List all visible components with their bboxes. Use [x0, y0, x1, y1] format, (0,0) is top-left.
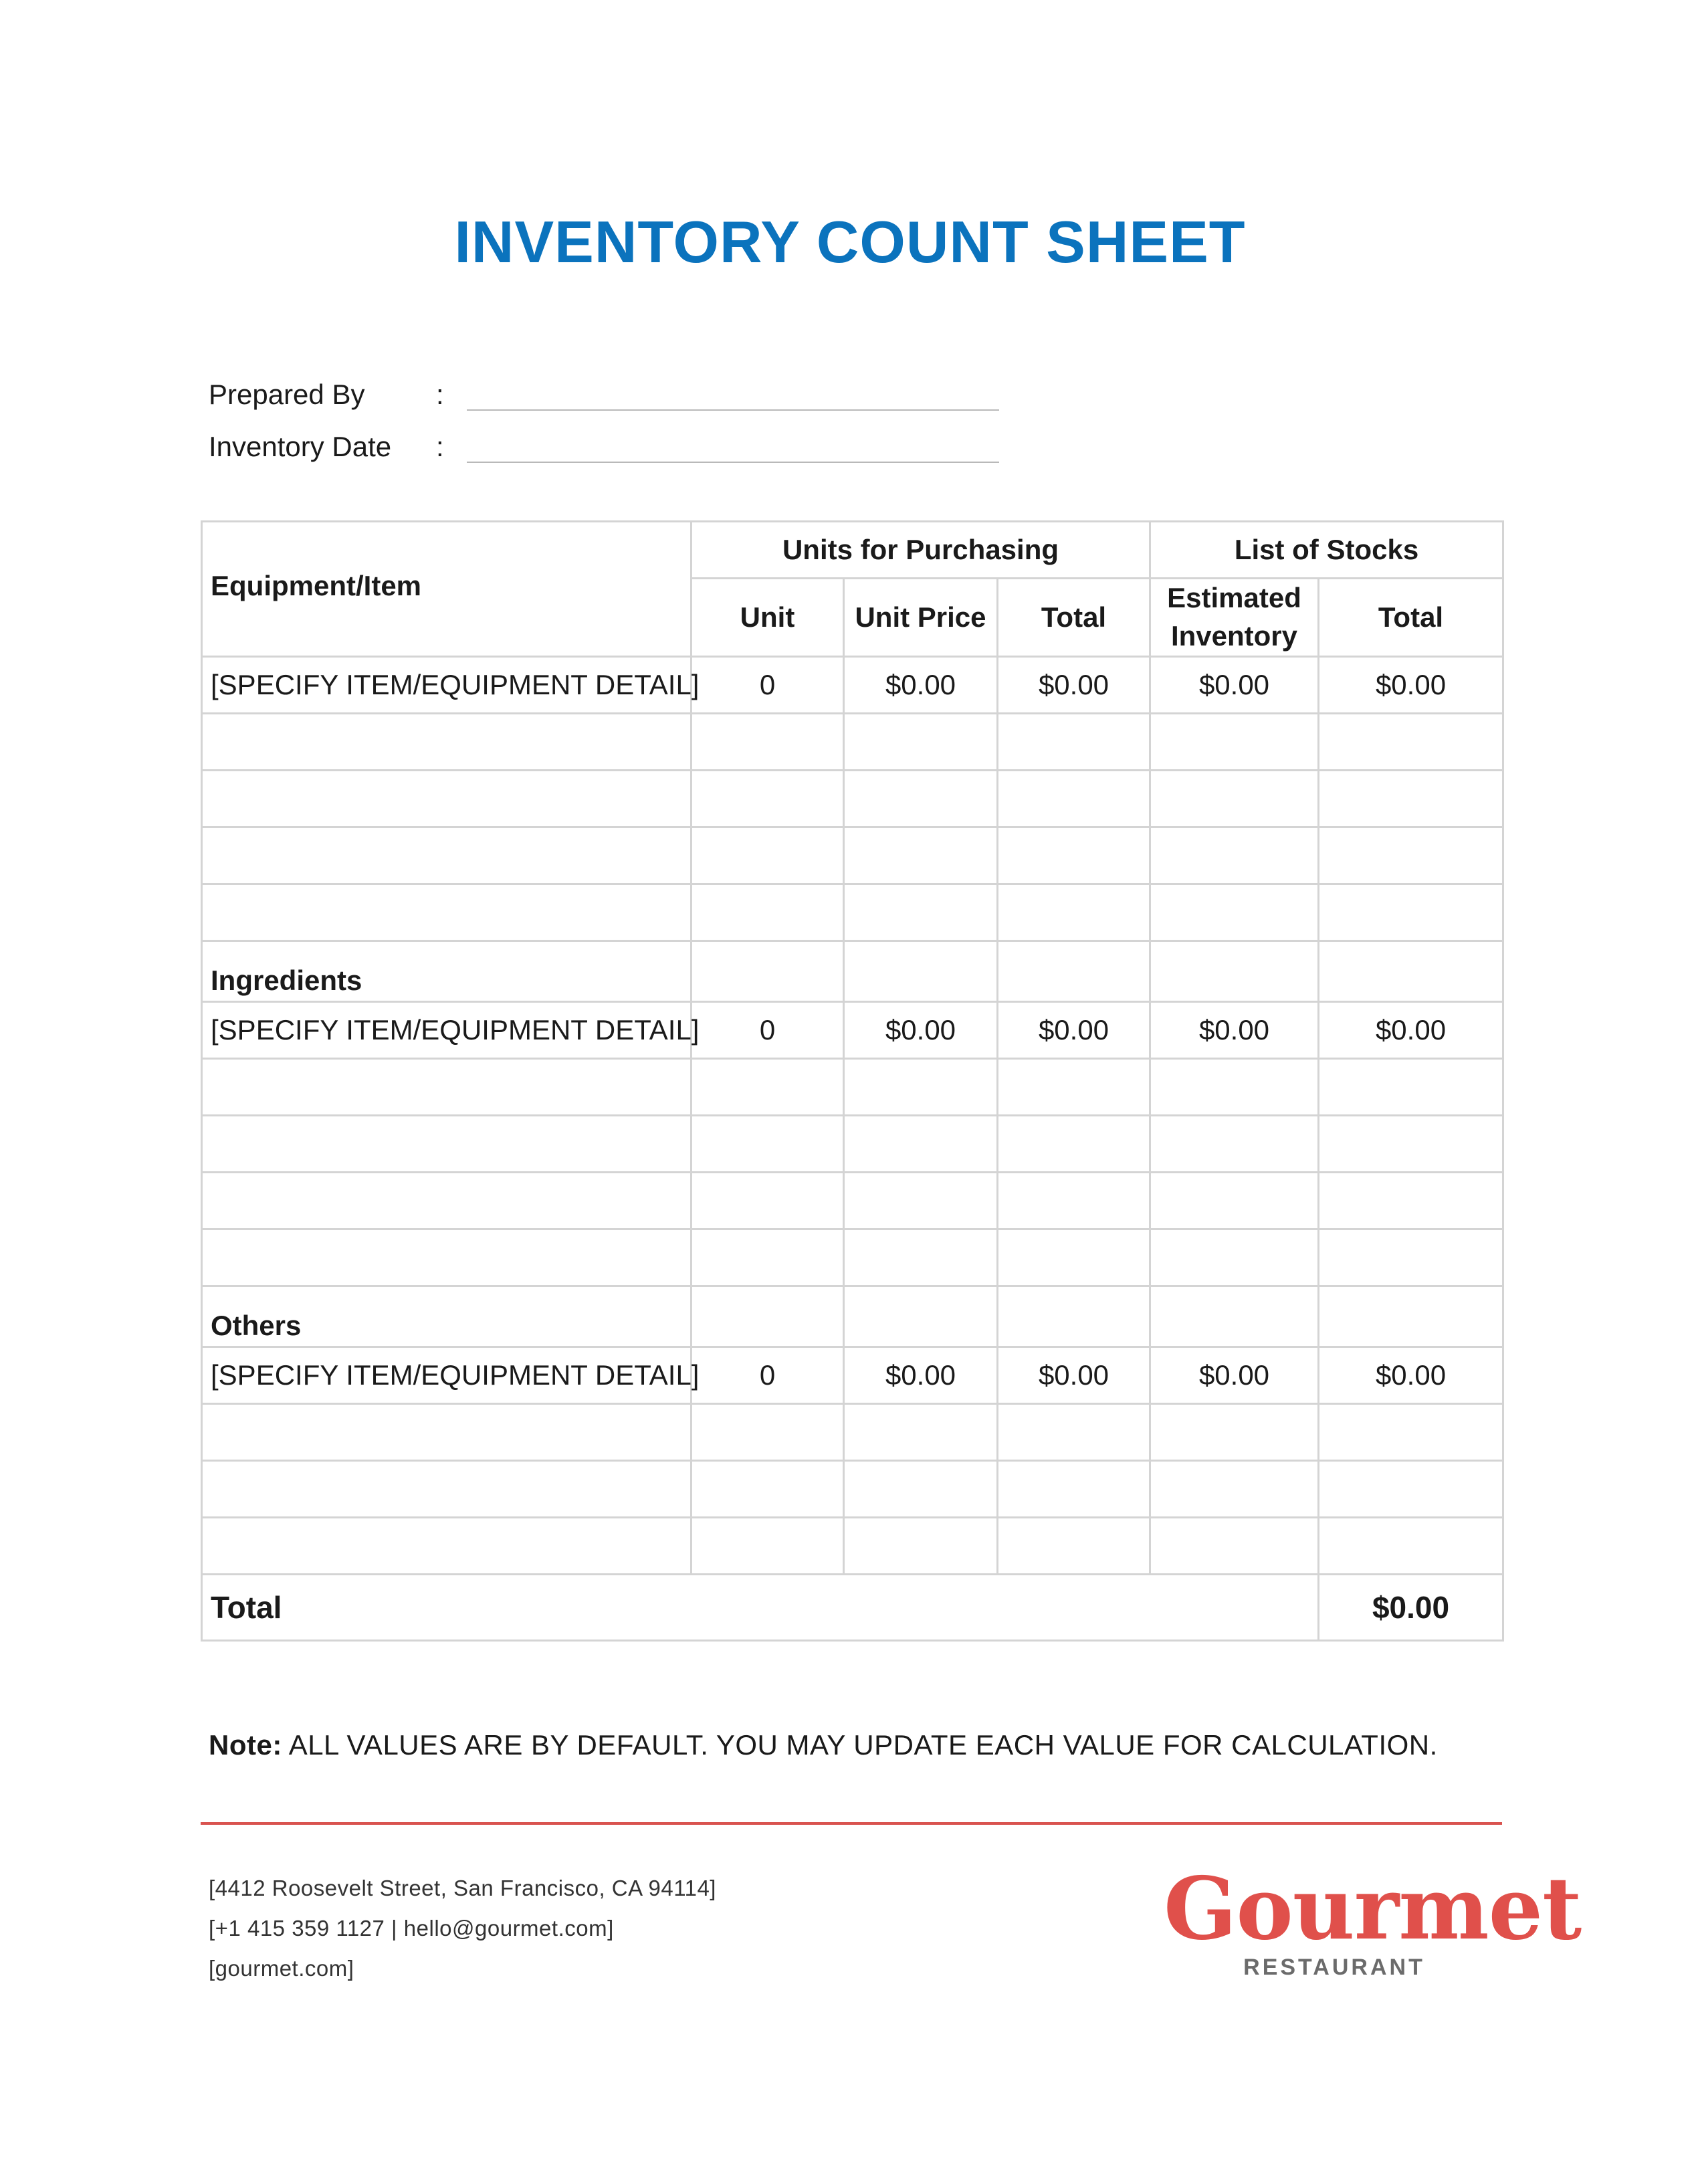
- table-row: [202, 1461, 1503, 1518]
- empty-cell[interactable]: [1319, 1173, 1503, 1229]
- empty-cell[interactable]: [692, 714, 844, 771]
- footer-website: [gourmet.com]: [209, 1956, 354, 1981]
- empty-cell[interactable]: [844, 1404, 998, 1461]
- empty-cell[interactable]: [1319, 771, 1503, 827]
- empty-cell[interactable]: [202, 1173, 692, 1229]
- item-cell[interactable]: [SPECIFY ITEM/EQUIPMENT DETAIL]: [202, 657, 692, 714]
- stock-total-cell: $0.00: [1319, 1347, 1503, 1404]
- empty-cell[interactable]: [844, 1518, 998, 1575]
- empty-cell[interactable]: [692, 1116, 844, 1173]
- unit-price-cell[interactable]: $0.00: [844, 1002, 998, 1059]
- empty-cell[interactable]: [844, 1116, 998, 1173]
- unit-cell[interactable]: 0: [692, 1347, 844, 1404]
- colon: :: [436, 431, 444, 462]
- grand-total-label: Total: [202, 1575, 1319, 1641]
- empty-cell[interactable]: [692, 827, 844, 884]
- empty-cell[interactable]: [1319, 1229, 1503, 1286]
- header-units-for-purchasing: Units for Purchasing: [692, 522, 1150, 579]
- prepared-by-input-line[interactable]: [467, 409, 999, 411]
- empty-cell[interactable]: [844, 1173, 998, 1229]
- empty-cell[interactable]: [998, 714, 1150, 771]
- inventory-table: [201, 520, 1504, 1642]
- logo-subtitle: RESTAURANT: [1243, 1955, 1425, 1980]
- empty-cell[interactable]: [202, 827, 692, 884]
- estimated-inventory-cell[interactable]: $0.00: [1150, 1347, 1319, 1404]
- empty-cell[interactable]: [202, 1116, 692, 1173]
- empty-cell[interactable]: [844, 1059, 998, 1116]
- header-estimated-inventory: Estimated Inventory: [1150, 579, 1319, 657]
- empty-cell[interactable]: [1150, 714, 1319, 771]
- header-total: Total: [998, 579, 1150, 657]
- section-heading-others: Others: [202, 1286, 692, 1347]
- inventory-date-label: Inventory Date: [209, 431, 392, 462]
- empty-cell[interactable]: [692, 1173, 844, 1229]
- empty-cell: [1150, 941, 1319, 1002]
- empty-cell[interactable]: [692, 1518, 844, 1575]
- empty-cell[interactable]: [844, 1229, 998, 1286]
- empty-cell[interactable]: [1319, 714, 1503, 771]
- table-row: [202, 771, 1503, 827]
- gourmet-logo: [1164, 1859, 1582, 1987]
- unit-price-cell[interactable]: $0.00: [844, 1347, 998, 1404]
- stock-total-cell: $0.00: [1319, 657, 1503, 714]
- empty-cell[interactable]: [1319, 1116, 1503, 1173]
- table-row: [202, 1518, 1503, 1575]
- empty-cell[interactable]: [998, 1173, 1150, 1229]
- header-unit: Unit: [692, 579, 844, 657]
- table-row: [202, 657, 1503, 714]
- empty-cell[interactable]: [1150, 1059, 1319, 1116]
- prepared-by-label: Prepared By: [209, 379, 365, 410]
- empty-cell[interactable]: [998, 884, 1150, 941]
- empty-cell[interactable]: [998, 1404, 1150, 1461]
- empty-cell[interactable]: [1319, 884, 1503, 941]
- empty-cell[interactable]: [692, 1059, 844, 1116]
- table-row: [202, 1347, 1503, 1404]
- empty-cell: [998, 941, 1150, 1002]
- table-row: [202, 884, 1503, 941]
- inventory-date-input-line[interactable]: [467, 462, 999, 463]
- table-row: [202, 1116, 1503, 1173]
- unit-cell[interactable]: 0: [692, 1002, 844, 1059]
- table-row: [202, 827, 1503, 884]
- header-unit-price: Unit Price: [844, 579, 998, 657]
- empty-cell[interactable]: [692, 884, 844, 941]
- empty-cell[interactable]: [998, 771, 1150, 827]
- document-title: INVENTORY COUNT SHEET: [454, 209, 1246, 275]
- empty-cell: [844, 1286, 998, 1347]
- empty-cell[interactable]: [1319, 1518, 1503, 1575]
- note-label: Note:: [209, 1729, 282, 1761]
- empty-cell[interactable]: [844, 771, 998, 827]
- total-cell: $0.00: [998, 657, 1150, 714]
- empty-cell[interactable]: [1150, 771, 1319, 827]
- header-stock-total: Total: [1319, 579, 1503, 657]
- empty-cell[interactable]: [202, 1404, 692, 1461]
- empty-cell[interactable]: [202, 884, 692, 941]
- empty-cell[interactable]: [1150, 1518, 1319, 1575]
- table-row: [202, 1002, 1503, 1059]
- footer-divider: [201, 1822, 1502, 1825]
- table-row: [202, 1229, 1503, 1286]
- empty-cell[interactable]: [998, 1229, 1150, 1286]
- empty-cell[interactable]: [1150, 1461, 1319, 1518]
- empty-cell[interactable]: [202, 1461, 692, 1518]
- empty-cell[interactable]: [202, 1229, 692, 1286]
- estimated-inventory-cell[interactable]: $0.00: [1150, 657, 1319, 714]
- item-cell[interactable]: [SPECIFY ITEM/EQUIPMENT DETAIL]: [202, 1347, 692, 1404]
- empty-cell[interactable]: [202, 771, 692, 827]
- empty-cell[interactable]: [1150, 827, 1319, 884]
- item-cell[interactable]: [SPECIFY ITEM/EQUIPMENT DETAIL]: [202, 1002, 692, 1059]
- footer-contact: [+1 415 359 1127 | hello@gourmet.com]: [209, 1916, 614, 1941]
- empty-cell[interactable]: [844, 1461, 998, 1518]
- logo-wordmark: Gourmet: [1164, 1859, 1582, 1959]
- empty-cell[interactable]: [1150, 1229, 1319, 1286]
- prepared-by-field: [209, 371, 1011, 417]
- empty-cell: [1319, 1286, 1503, 1347]
- empty-cell[interactable]: [998, 1059, 1150, 1116]
- empty-cell: [692, 1286, 844, 1347]
- empty-cell: [844, 941, 998, 1002]
- empty-cell[interactable]: [844, 714, 998, 771]
- empty-cell[interactable]: [998, 1461, 1150, 1518]
- stock-total-cell: $0.00: [1319, 1002, 1503, 1059]
- estimated-inventory-cell[interactable]: $0.00: [1150, 1002, 1319, 1059]
- empty-cell: [998, 1286, 1150, 1347]
- empty-cell[interactable]: [202, 714, 692, 771]
- total-cell: $0.00: [998, 1347, 1150, 1404]
- empty-cell[interactable]: [692, 1229, 844, 1286]
- grand-total-value: $0.00: [1319, 1575, 1503, 1641]
- empty-cell[interactable]: [692, 771, 844, 827]
- empty-cell[interactable]: [998, 1518, 1150, 1575]
- grand-total-row: [202, 1575, 1503, 1641]
- empty-cell[interactable]: [1150, 884, 1319, 941]
- table-row: [202, 1404, 1503, 1461]
- section-heading-row: [202, 1286, 1503, 1347]
- empty-cell[interactable]: [1319, 1461, 1503, 1518]
- table-row: [202, 1059, 1503, 1116]
- empty-cell[interactable]: [1150, 1116, 1319, 1173]
- empty-cell[interactable]: [1150, 1404, 1319, 1461]
- table-header-row: [202, 522, 1503, 579]
- empty-cell[interactable]: [692, 1404, 844, 1461]
- header-list-of-stocks: List of Stocks: [1150, 522, 1503, 579]
- empty-cell[interactable]: [998, 827, 1150, 884]
- empty-cell[interactable]: [202, 1059, 692, 1116]
- section-heading-ingredients: Ingredients: [202, 941, 692, 1002]
- empty-cell[interactable]: [844, 827, 998, 884]
- empty-cell[interactable]: [202, 1518, 692, 1575]
- table-row: [202, 1173, 1503, 1229]
- unit-cell[interactable]: 0: [692, 657, 844, 714]
- table-row: [202, 714, 1503, 771]
- note-text: ALL VALUES ARE BY DEFAULT. YOU MAY UPDATE EACH VALUE FOR CALCULATION.: [288, 1729, 1438, 1761]
- total-cell: $0.00: [998, 1002, 1150, 1059]
- empty-cell: [1150, 1286, 1319, 1347]
- inventory-date-field: [209, 423, 1011, 470]
- empty-cell[interactable]: [1150, 1173, 1319, 1229]
- empty-cell[interactable]: [1319, 1404, 1503, 1461]
- empty-cell[interactable]: [1319, 1059, 1503, 1116]
- header-equipment-item: Equipment/Item: [202, 522, 692, 657]
- unit-price-cell[interactable]: $0.00: [844, 657, 998, 714]
- footer-address: [4412 Roosevelt Street, San Francisco, CA 94114]: [209, 1876, 716, 1900]
- empty-cell[interactable]: [844, 884, 998, 941]
- empty-cell[interactable]: [1319, 827, 1503, 884]
- empty-cell: [1319, 941, 1503, 1002]
- note: [209, 1729, 1438, 1761]
- empty-cell: [692, 941, 844, 1002]
- section-heading-row: [202, 941, 1503, 1002]
- empty-cell[interactable]: [692, 1461, 844, 1518]
- colon: :: [436, 379, 444, 410]
- empty-cell[interactable]: [998, 1116, 1150, 1173]
